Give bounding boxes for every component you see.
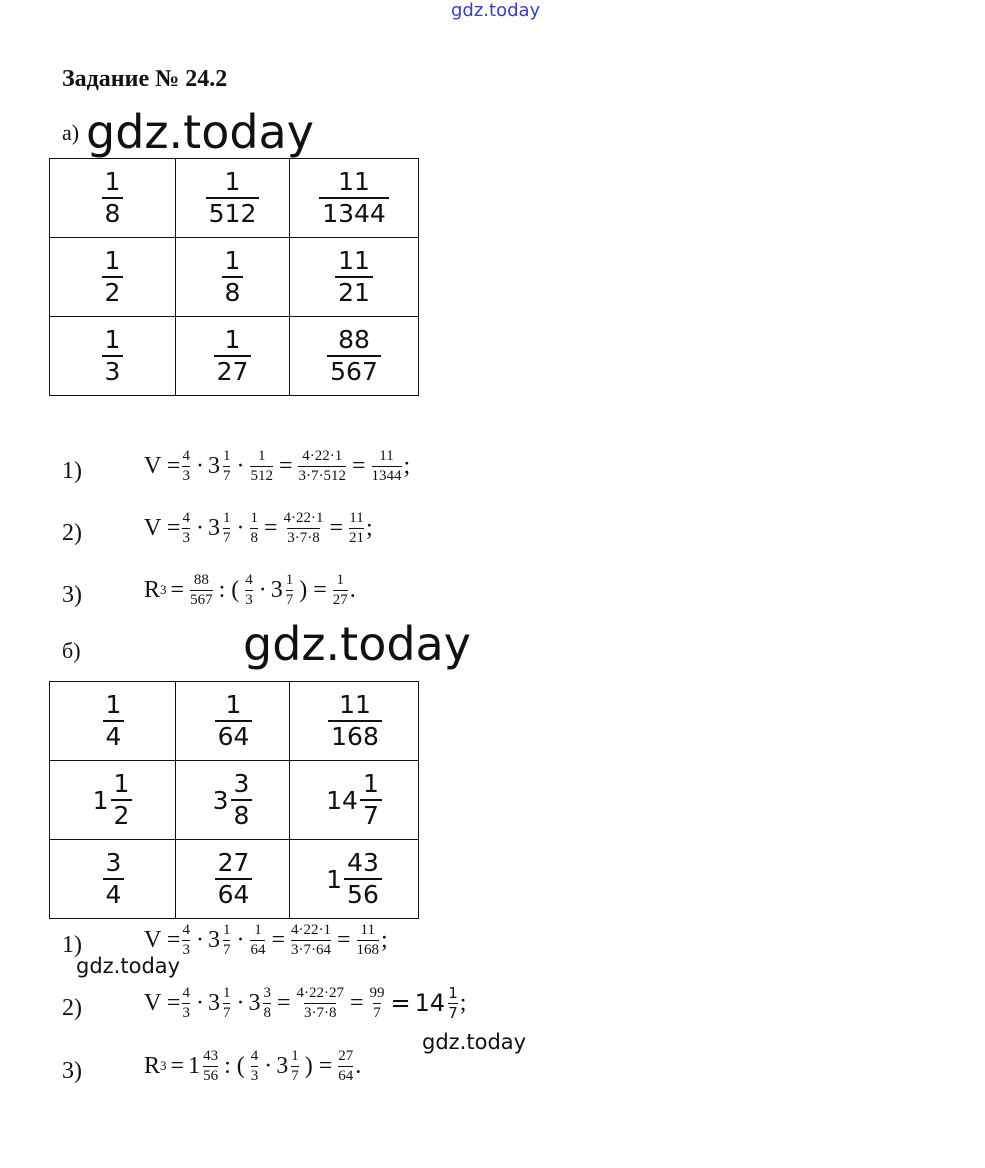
- solution-step: 1) V = $\frac{4}{3}$ · 3 $\frac{1}{7}$ · $\frac{1}{512}$ = $\frac{4\cdot 22\cdot 1}{3\cdot 7\cdot 512}$ = $\frac{11}{1344}$ ;: [62, 448, 411, 484]
- table-cell: 1 $\frac{1}{2}$: [50, 761, 176, 840]
- table-cell: $\frac{3}{4}$: [50, 840, 176, 919]
- watermark-top: gdz.today: [451, 0, 541, 21]
- part-b-label: б): [62, 638, 81, 663]
- table-cell: 14 $\frac{1}{7}$: [290, 761, 419, 840]
- table-row: [50, 682, 419, 761]
- watermark-d: gdz.today: [422, 1030, 527, 1054]
- table-cell: $\frac{1}{64}$: [176, 682, 290, 761]
- table-cell: 3 $\frac{3}{8}$: [176, 761, 290, 840]
- table-row: [50, 840, 419, 919]
- table-cell: $\frac{88}{567}$: [290, 317, 419, 396]
- table-a: [49, 158, 419, 396]
- table-cell: $\frac{1}{4}$: [50, 682, 176, 761]
- solution-step: 3) R 3 = 1 $\frac{43}{56}$ : ( $\frac{4}{3}$ · 3 $\frac{1}{7}$ ) = $\frac{27}{64}$ .: [62, 1048, 362, 1084]
- table-cell: $\frac{1}{8}$: [176, 238, 290, 317]
- watermark-b: gdz.today: [243, 617, 471, 671]
- table-cell: $\frac{1}{512}$: [176, 159, 290, 238]
- solution-step: 2) V = $\frac{4}{3}$ · 3 $\frac{1}{7}$ · 3 $\frac{3}{8}$ = $\frac{4\cdot 22\cdot 27}{3\cdot 7\cdot 8}$ = $\frac{99}{7}$ = 14 $\frac{1}{7}$ ;: [62, 984, 467, 1022]
- solution-step: 1) V = $\frac{4}{3}$ · 3 $\frac{1}{7}$ · $\frac{1}{64}$ = $\frac{4\cdot 22\cdot 1}{3\cdot 7\cdot 64}$ = $\frac{11}{168}$ ;: [62, 922, 388, 958]
- table-row: [50, 317, 419, 396]
- solution-step: 3) R 3 = $\frac{88}{567}$ : ( $\frac{4}{3}$ · 3 $\frac{1}{7}$ ) = $\frac{1}{27}$ .: [62, 572, 356, 608]
- table-row: [50, 238, 419, 317]
- table-row: [50, 761, 419, 840]
- table-cell: 1 $\frac{43}{56}$: [290, 840, 419, 919]
- watermark-a: gdz.today: [86, 105, 314, 159]
- table-cell: $\frac{1}{3}$: [50, 317, 176, 396]
- table-row: [50, 159, 419, 238]
- table-cell: $\frac{1}{27}$: [176, 317, 290, 396]
- solution-step: 2) V = $\frac{4}{3}$ · 3 $\frac{1}{7}$ · $\frac{1}{8}$ = $\frac{4\cdot 22\cdot 1}{3\cdot 7\cdot 8}$ = $\frac{11}{21}$ ;: [62, 510, 373, 546]
- table-cell: $\frac{27}{64}$: [176, 840, 290, 919]
- task-title: Задание № 24.2: [62, 66, 228, 92]
- watermark-c: gdz.today: [76, 954, 181, 978]
- part-a-label: а): [62, 120, 80, 145]
- table-cell: $\frac{11}{1344}$: [290, 159, 419, 238]
- table-cell: $\frac{11}{21}$: [290, 238, 419, 317]
- table-cell: $\frac{1}{8}$: [50, 159, 176, 238]
- table-b: [49, 681, 419, 919]
- table-cell: $\frac{1}{2}$: [50, 238, 176, 317]
- table-cell: $\frac{11}{168}$: [290, 682, 419, 761]
